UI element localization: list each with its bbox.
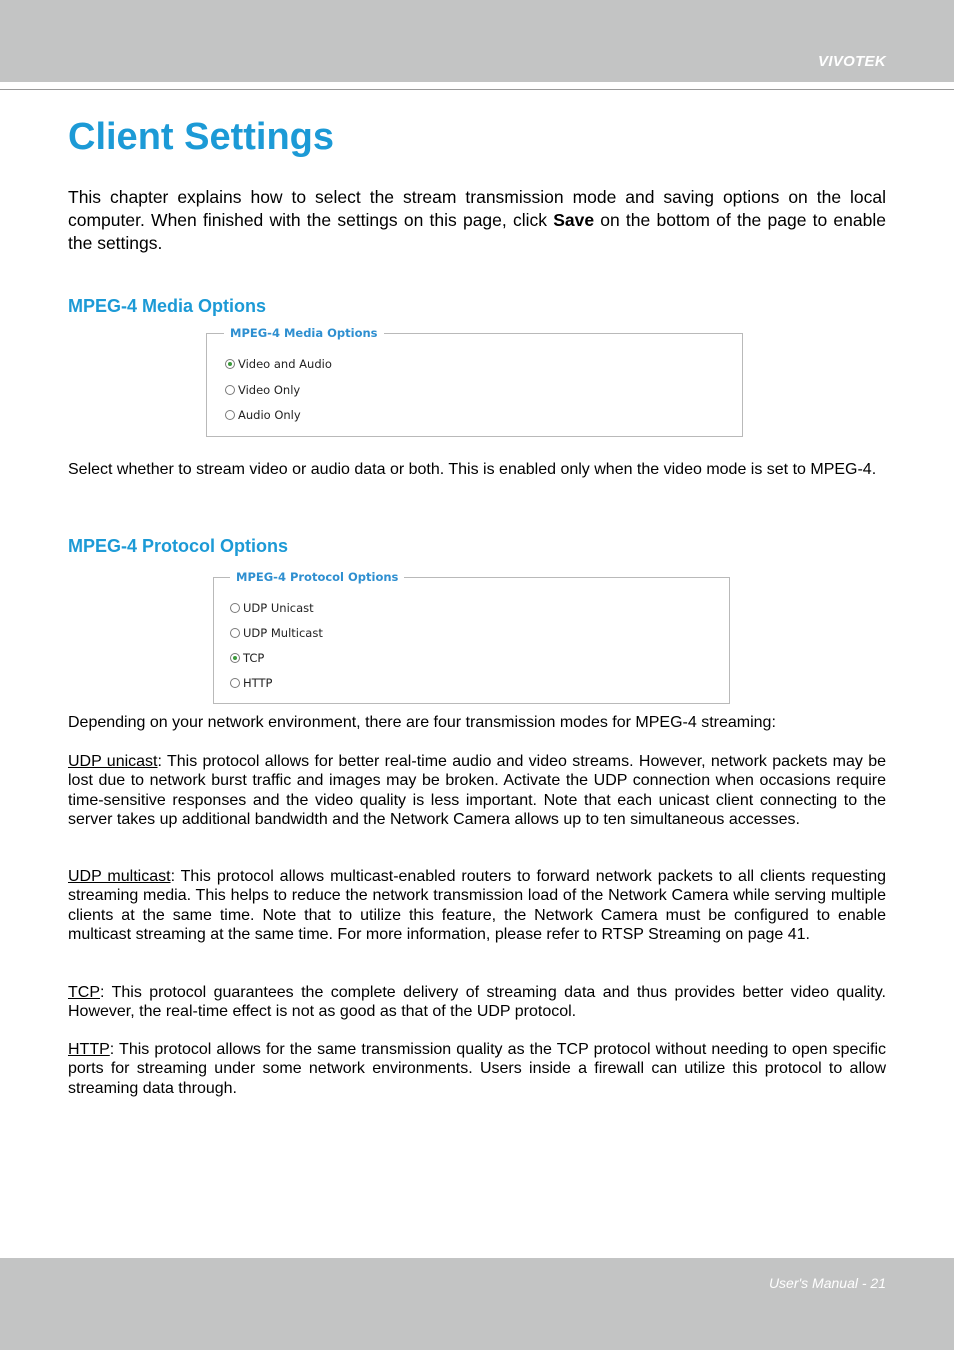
brand-label: VIVOTEK — [818, 53, 886, 70]
footer-band — [0, 1258, 954, 1350]
http-term: HTTP — [68, 1041, 110, 1058]
media-option-video-audio[interactable] — [225, 357, 332, 371]
protocol-option-label: HTTP — [243, 676, 273, 690]
radio-unchecked-icon[interactable] — [230, 678, 240, 688]
http-paragraph — [68, 1040, 886, 1098]
radio-unchecked-icon[interactable] — [225, 385, 235, 395]
protocol-option-label: TCP — [243, 651, 265, 665]
media-option-video-only[interactable] — [225, 383, 300, 397]
media-options-fieldset — [206, 326, 743, 437]
protocol-options-fieldset — [213, 570, 730, 704]
media-option-label: Video and Audio — [238, 357, 332, 371]
protocol-option-label: UDP Unicast — [243, 601, 314, 615]
protocol-option-udp-multicast[interactable] — [230, 626, 323, 640]
header-band — [0, 0, 954, 82]
radio-unchecked-icon[interactable] — [230, 603, 240, 613]
udp-multicast-paragraph — [68, 867, 886, 944]
media-options-description: Select whether to stream video or audio data or both. This is enabled only when the video mode is set to MPEG-4. — [68, 461, 877, 478]
page-title: Client Settings — [68, 116, 335, 158]
intro-save-term: Save — [553, 210, 595, 230]
tcp-term: TCP — [68, 984, 100, 1001]
intro-text-after: on the bottom of the page to enable the settings. — [68, 210, 886, 253]
tcp-text: : This protocol guarantees the complete delivery of streaming data and thus provides better video quality. However, the real-time effect is not as good as that of the UDP protocol. — [68, 984, 886, 1021]
protocol-option-udp-unicast[interactable] — [230, 601, 314, 615]
footer-page-label: User's Manual - 21 — [768, 1275, 886, 1291]
udp-unicast-text: : This protocol allows for better real-time audio and video streams. However, network packets may be lost due to network burst traffic and images may be broken. Activate the UDP connection when occasions require time-sensitive responses and the video quality is less important. Note that each unicast client connecting to the server takes up additional bandwidth and the Network Camera allows up to ten simultaneous accesses. — [68, 753, 886, 828]
udp-unicast-term: UDP unicast — [68, 753, 158, 770]
radio-checked-icon[interactable] — [225, 359, 235, 369]
media-option-label: Video Only — [238, 383, 301, 397]
protocol-option-tcp[interactable] — [230, 651, 264, 665]
udp-unicast-paragraph — [68, 752, 886, 829]
udp-multicast-term: UDP multicast — [68, 868, 171, 885]
media-options-heading: MPEG-4 Media Options — [68, 296, 267, 316]
http-text: : This protocol allows for the same transmission quality as the TCP protocol without needing to open specific ports for streaming under some network environments. Users inside a firewall can utilize this protocol to allow streaming data through. — [68, 1041, 886, 1097]
udp-multicast-text: : This protocol allows multicast-enabled routers to forward network packets to all clients requesting streaming media. This helps to reduce the network transmission load of the Network Camera while serving multiple clients at the same time. Note that to utilize this feature, the Network Camera must be configured to enable multicast streaming at the same time. For more information, please refer to RTSP Streaming on page 41. — [68, 868, 887, 943]
tcp-paragraph — [68, 983, 886, 1022]
protocol-options-legend: MPEG-4 Protocol Options — [230, 570, 404, 584]
media-option-label: Audio Only — [238, 408, 301, 422]
protocol-option-http[interactable] — [230, 676, 272, 690]
radio-checked-icon[interactable] — [230, 653, 240, 663]
protocol-options-description: Depending on your network environment, there are four transmission modes for MPEG-4 streaming: — [68, 714, 776, 731]
intro-paragraph — [68, 186, 886, 255]
media-option-audio-only[interactable] — [225, 408, 301, 422]
intro-text-before: This chapter explains how to select the stream transmission mode and saving options on the local computer. When finished with the settings on this page, click — [68, 187, 886, 230]
protocol-option-label: UDP Multicast — [243, 626, 323, 640]
radio-unchecked-icon[interactable] — [225, 410, 235, 420]
media-options-legend: MPEG-4 Media Options — [224, 326, 384, 340]
header-rule — [0, 89, 954, 90]
radio-unchecked-icon[interactable] — [230, 628, 240, 638]
protocol-options-heading: MPEG-4 Protocol Options — [68, 536, 289, 556]
